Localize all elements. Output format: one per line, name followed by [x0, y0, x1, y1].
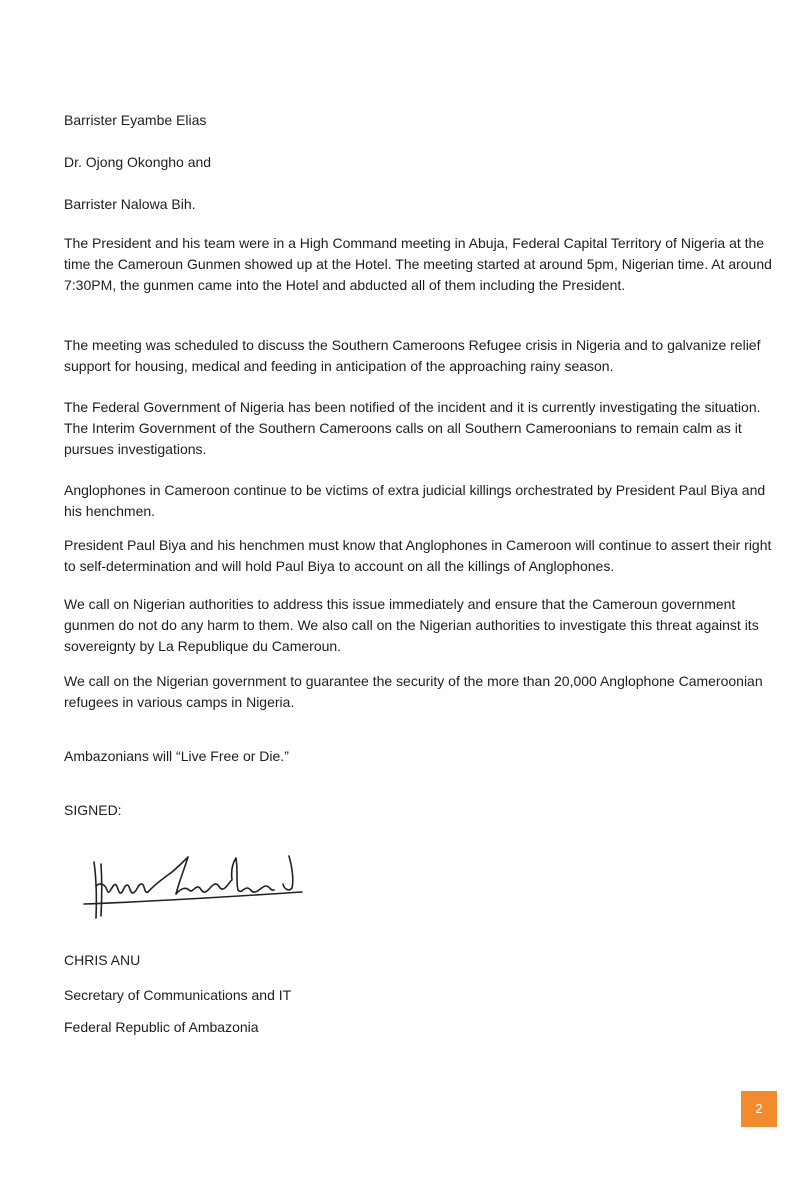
paragraph-self-determination: President Paul Biya and his henchmen must know that Anglophones in Cameroon will continue to assert their right to self-determination and will hold Paul Biya to account on all the killings of Anglophones.: [64, 537, 772, 574]
paragraph-killings: Anglophones in Cameroon continue to be victims of extra judicial killings orchestrated by President Paul Biya and his henchmen.: [64, 482, 766, 519]
paragraph-refugees: We call on the Nigerian government to guarantee the security of the more than 20,000 Anglophone Cameroonian refugees in various camps in Nigeria.: [64, 673, 763, 710]
motto: Ambazonians will “Live Free or Die.”: [64, 748, 289, 764]
handwritten-signature: [80, 852, 310, 922]
paragraph-purpose: The meeting was scheduled to discuss the Southern Cameroons Refugee crisis in Nigeria and to galvanize relief support for housing, medical and feeding in anticipation of the approaching rainy season.: [64, 337, 761, 374]
paragraph-meeting: The President and his team were in a High Command meeting in Abuja, Federal Capital Territory of Nigeria at the time the Cameroun Gunmen showed up at the Hotel. The meeting started at around 5pm, Nigerian time. At around 7:30PM, the gunmen came into the Hotel and abducted all of them including the President.: [64, 235, 772, 293]
recipient-3: Barrister Nalowa Bih.: [64, 196, 196, 212]
signed-label: SIGNED:: [64, 802, 122, 818]
signatory-name: CHRIS ANU: [64, 952, 141, 968]
recipient-1: Barrister Eyambe Elias: [64, 112, 207, 128]
recipient-2: Dr. Ojong Okongho and: [64, 154, 212, 170]
paragraph-investigation: The Federal Government of Nigeria has been notified of the incident and it is currently investigating the situation. The Interim Government of the Southern Cameroons calls on all Southern Cameroonians to remain calm as it pursues investigations.: [64, 399, 761, 457]
page-number-badge: 2: [741, 1091, 777, 1127]
signatory-title: Secretary of Communications and IT: [64, 987, 292, 1003]
paragraph-nigerian-authorities: We call on Nigerian authorities to address this issue immediately and ensure that the Cameroun government gunmen do not do any harm to them. We also call on the Nigerian authorities to investigate this threat against its sovereignty by La Republique du Cameroun.: [64, 596, 759, 654]
signatory-organization: Federal Republic of Ambazonia: [64, 1019, 259, 1035]
